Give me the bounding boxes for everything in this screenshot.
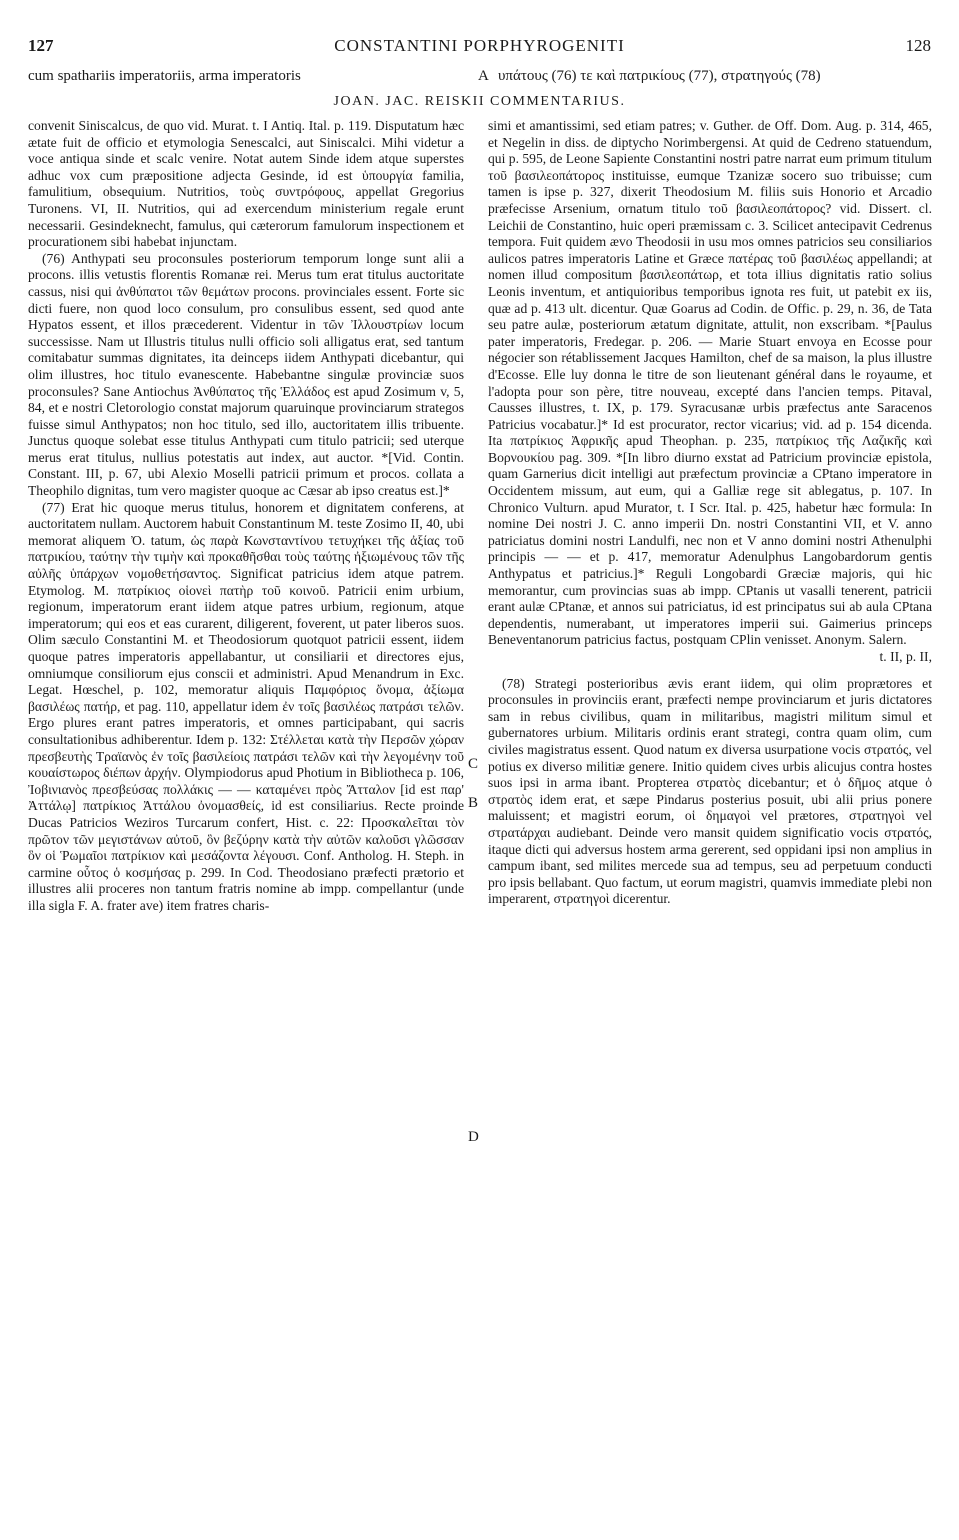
margin-letter-a: A [478,68,489,84]
margin-letter-b: B [468,795,479,811]
main-text-right: υπάτους (76) τε καὶ πατρικίους (77), στρατηγούς (78) [498,68,821,84]
margin-letter-d: D [468,1129,479,1145]
paragraph-siniscalcus: convenit Siniscalcus, de quo vid. Murat. t. I Antiq. Ital. p. 119. Disputatum hæc ætate fuit de officio et etymologia Senescalci, aut Siniscalci. Mihi videtur a voce antiqua sinde et scalc venire. Notat autem Sinde idem atque superstes adhuc vox cum præpositione adjecta Gesinde, id est ὑπουργία familia, famulitium, obsequium. Nutritios, τοὺς συντρόφους, appellat Gregorius Turonens. VI, II. Nutritios, qui ad exercendum ministerium regale erunt necessarii. Gesindeknecht, famulus, qui cæterorum famulorum inspectionem et procurationem sibi habebat injunctam. [28,118,464,250]
note-78: (78) Strategi posterioribus ævis erant iidem, qui olim proprætores et proconsules in provinciis erant, præfecti nempe provinciarum et juris dictatores sam in rebus civilibus, quam in militaribus, magistri militum simul et gubernatores urbium. Militaris ordinis erant strategi, contra quam olim, cum civiles magistratus essent. Quod natum ex diversa usurpatione vocis στρατός, vel potius ex diverso militiæ genere. Initio quidem cives urbis alicujus contra hostes suos ipsi in arma ibant. Propterea στρατὸς dicebantur; et ὁ δῆμος atque ὁ στρατὸς idem erat, et sæpe Pindarus posterius posuit, ubi alii prius ponere maluissent; et magistri eorum, οἱ δημαγοὶ vel prætores, στρατηγοὶ vel στρατάρχαι audiebant. Deinde vero mansit quidem significatio vocis στρατός, itaque dicti qui adversus hostem arma gererent, sed oppidani ipsi non amplius in campum ibant, sed milites mercede sua ad tempus, seu ad perpetuum conducti pro ipsis bellabant. Quo factum, ut eorum magistri, quamvis immediate plebi non imperarent, στρατηγοὶ dicerentur. [488,675,932,907]
main-text-left: cum spathariis imperatoriis, arma imperatoris [28,68,301,84]
note-77: (77) Erat hic quoque merus titulus, honorem et dignitatem conferens, at auctoritatem nullam. Auctorem habuit Constantinum M. teste Zosimo II, 40, ubi memorat aliquem Ὀ. tatum, ὡς παρὰ Κωνσταντίνου τετυχήκει τῆς ἀξίας τοῦ πατρικίου, ταύτην τὴν τιμὴν καὶ προκαθῆσθαι τοὺς ταύτης ἠξιωμένους τῶν τῆς αὐλῆς ὑπάρχων νομοθετήσαντος. Significat patricius idem atque patrem. Etymolog. M. πατρίκιος οἱονεὶ πατὴρ τοῦ κοινοῦ. Patricii enim urbium, regionum, imperatorum erant iidem atque patres urbium, regionum, atque imperatorum; qui eos et eas curarent, diligerent, foverent, ut pater liberos suos. Olim sæculo Constantini M. et Theodosiorum quotquot patricii essent, iidem quoque patres imperatoris appellabantur, ut consiliarii et directores ejus, omniumque consiliorum ejus conscii et administri. Apud Menandrum in Exc. Legat. Hœschel, p. 102, memoratur aliquis Παμφόριος ὄνομα, ἀξίωμα βασιλέως πατήρ, et pag. 110, appellatur idem ἐν τοῖς βασιλέως πατράσι τελῶν. Ergo plures erant patres imperatoris, et omnes participabant, qui sacris consultationibus adhiberentur. Idem p. 132: Στέλλεται κατὰ τὴν Περσῶν χώραν πρεσβευτὴς Τραϊανὸς ἐν τοῖς βασιλείοις πατράσι τελῶν καὶ τὴν λεγομένην τοῦ κουαίστωρος διέπων ἀρχήν. Olympiodorus apud Photium in Bibliotheca p. 106, Ἰοβινιανὸς πρεσβεύσας πολλάκις — — καταμένει πρὸς Ἄτταλον [id est παρ' Ἀττάλῳ] πατρίκιος Ἀττάλου ὀνομασθείς, id est consiliarius. Recte proinde Ducas Patricios Weziros Turcarum confert, Hist. c. 22: Προσκαλεῖται τὸν πρῶτον τῶν μεγιστάνων αὐτοῦ, ὃν βεζύρην κατὰ τὴν αὐτῶν καλοῦσι γλῶσσαν ὃν οἱ Ῥωμαῖοι πατρίκιον καὶ μεσάζοντα λέγουσι. Conf. Antholog. H. Steph. in carmine οὗτος ὁ κοσμήσας p. 299. In Cod. Theodosiano præfecti prætorio et illustres alii proceres non tantum fratris nomine ab impp. compellantur (unde illa sigla F. A. frater ave) item fratres charis- [28,499,464,913]
main-text-line [28,68,931,88]
page-number-left: 127 [28,36,54,55]
note-76: (76) Anthypati seu proconsules posteriorum temporum longe sunt alii a procons. illis vetustis florentis Romanæ rei. Merus tum erat titulus auctoritate cassus, nisi qui ἀνθύπατοι τῶν θεμάτων procons. provinciales essent. Forte sic dicti fuere, non quod loco consulum, pro consulibus essent, sed quod ante Hypatos essent, et illos præcederent. Videntur in τῶν Ἰλλουστρίων locum successisse. Nam ut Illustris titulus nulli officio soli alligatus erat, sed tantum comitabatur summas dignitates, ita deinceps iidem Anthypati dicebantur, qui olim illustres, hoc titulo evanescente. Habebantne singulæ provinciæ suos proconsules? Sane Antiochus Ἀνθύπατος τῆς Ἑλλάδος est apud Zosimum v, 5, 84, et e nostri Cletorologio constat majorum quaruinque provinciarum strategos fuisse simul Anthypatos; non hoc titulo, sed illo, auctoritatem illis tribuente. Junctus quoque solebat esse titulus Anthypati cum titulo patricii; sed uterque merus erat titulus, nullius potestatis aut index, aut auctor. *[Vid. Contin. Constant. III, p. 67, ubi Alexio Moselli patricii primum et procos. collata a Theophilo dignitas, tum vero magister quoque ac Cæsar ab ipso creatus est.]* [28,250,464,499]
commentary-heading: JOAN. JAC. REISKII COMMENTARIUS. [333,94,626,109]
running-title: CONSTANTINI PORPHYROGENITI [334,36,625,55]
margin-letter-c: C [468,756,479,772]
note-77-continued: simi et amantissimi, sed etiam patres; v. Guther. de Off. Dom. Aug. p. 314, 465, et Negelin in diss. de diptycho Norimbergensi. At quid de Cedreno statuendum, qui p. 595, de Leone Sapiente Constantini nostri patre narrat eum primum titulum τοῦ βασιλεοπάτορος instituisse, eumque Tzanizæ socero suo tribuisse; cum tamen is ipse p. 327, dixerit Theodosium M. filiis suis Honorio et Arcadio præfecisse Arsenium, ornatum titulo τοῦ βασιλεοπάτορος? vid. Dissert. cl. Leichii de Constantino, huic operi præmissam c. 3. Scilicet antecipavit Cedrenus tempora. Fuit quidem ævo Theodosii in usu mos omnes patricios seu consiliarios aulicos patres imperatoris Latine et Græce πατέρας τοῦ βασιλέως appellandi; at nomen illud compositum βασιλεοπάτωρ, et tota illius dignitatis ratio solius Leonis inventum, et antiquioribus temporibus ignota res fuit, ut patebit ex iis, quæ ad p. 413 ult. dicentur. Quæ Goarus ad Codin. de Offic. p. 29, n. 36, de Tata seu patre aulæ, posteriorum ætatum dignitate, attulit, non exscribam. *[Paulus pater imperatoris, Fredegar. p. 206. — Marie Stuart envoya en Ecosse pour négocier son rétablissement Jacques Hamilton, chef de sa maison, la plus illustre d'Ecosse. Elle luy donna le titre de son lieutenant général dans le royaume, et l'adopta pour son père, titre nouveau, excepté dans l'ancien temps. Pitaval, Causses illustres, t. IX, p. 179. Syracusanæ urbis præfectus ante Saracenos Patricius vocabatur.]* Id est procurator, rector vicarius; vid. ad p. 154 dicenda. Ita πατρίκιος Ἀφρικῆς apud Theophan. p. 235, πατρίκιος τῆς Λαζικῆς καὶ Βορνουκίου pag. 309. *[In libro diurno exstat ad Patricium provinciæ epistola, quam Garnerius dicit intelligi aut præfectum provinciæ a CPtano imperatore in Occidentem missum, aut eum, qui a Galliæ rege sit ablegatus, p. 107. In Chronico Vulturn. apud Murator, t. I Scr. Ital. p. 425, habetur hæc formula: In nomine Dei nostri J. C. anno imperii Dn. nostri Constantini VII, et V. anno patriciatus domini nostri Landulfi, nec non et V anno domini nostri Athenulphi principis — — et p. 417, memoratur Adenulphus Langobardorum gentis Anthypatus et patricius.]* Reguli Longobardi Græciæ majoris, qui hic memorantur, cum provincias suas ab impp. CPtanis ut vasalli tenerent, patricii erant aulæ CPtanæ, et annos sui patriciatus, id est principatus sui ab aula CPtana dependentis, numerabant, ut imperatores imperii sui. Gaimerius princeps Beneventanorum patricius factus, postquam CPlin venisset. Anonym. Salern. [488,118,932,648]
page-header [28,36,931,60]
left-column [28,118,464,915]
page-number-right: 128 [905,36,931,55]
note-77-citation-end: t. II, p. II, [879,649,932,664]
right-column [488,118,932,908]
